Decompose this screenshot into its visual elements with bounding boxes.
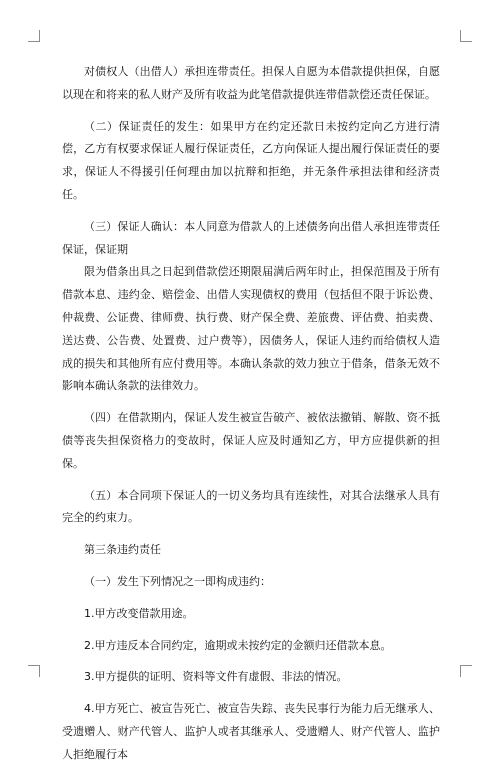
paragraph-guarantee-period: 限为借条出具之日起到借款偿还期限届满后两年时止，担保范围及于所有借款本息、违约金、赔偿金、出借人实现债权的费用（包括但不限于诉讼费、仲裁费、公证费、律师费、执行费、财产保全费、差旅费、评估费、拍卖费、送达费、公告费、处置费、过户费等），因债务人，保证人违约而给债权人造成的损失和其他所有应付费用等。本确认条款的效力独立于借条，借条无效不影响本确认条款的法律效力。: [62, 265, 440, 393]
document-body: [62, 61, 440, 776]
list-item-breach-4: 4.甲方死亡、被宣告死亡、被宣告失踪、丧失民事行为能力后无继承人、受遗赠人、财产代管人、监护人或者其继承人、受遗赠人、财产代管人、监护人拒绝履行本: [62, 702, 440, 761]
crop-mark-bottom-left-horizontal: [28, 665, 40, 666]
crop-mark-top-right-horizontal: [460, 41, 472, 42]
paragraph-continuity: （五）本合同项下保证人的一切义务均具有连续性，对其合法继承人具有完全的约束力。: [62, 488, 440, 525]
paragraph-breach-intro: （一）发生下列情况之一即构成违约：: [84, 574, 271, 588]
paragraph-guarantee-liability: 对债权人（出借人）承担连带责任。担保人自愿为本借款提供担保，自愿以现在和将来的私人财产及所有收益为此笔借款提供连带借款偿还责任保证。: [62, 65, 440, 101]
crop-mark-bottom-right-vertical: [460, 665, 461, 677]
paragraph-guarantor-confirmation: （三）保证人确认：本人同意为借款人的上述债务向出借人承担连带责任保证，保证期: [62, 219, 440, 256]
crop-mark-top-left-horizontal: [28, 41, 40, 42]
paragraph-liability-occurrence: （二）保证责任的发生：如果甲方在约定还款日未按约定向乙方进行清偿，乙方有权要求保证人履行保证责任，乙方向保证人提出履行保证责任的要求，保证人不得援引任何理由加以抗辩和拒绝，并无条件承担法律和经济责任。: [62, 119, 440, 201]
section-heading-breach: 第三条违约责任: [84, 543, 161, 557]
crop-mark-bottom-right-horizontal: [460, 665, 472, 666]
list-item-breach-2: 2.甲方违反本合同约定，逾期或未按约定的金额归还借款本息。: [84, 638, 392, 652]
paragraph-guarantee-change: （四）在借款期内，保证人发生被宣告破产、被依法撤销、解散、资不抵债等丧失担保资格力的变故时，保证人应及时通知乙方，甲方应提供新的担保。: [62, 411, 440, 470]
crop-mark-bottom-left-vertical: [39, 665, 40, 677]
list-item-breach-1: 1.甲方改变借款用途。: [84, 606, 194, 620]
list-item-breach-3: 3.甲方提供的证明、资料等文件有虚假、非法的情况。: [84, 670, 348, 684]
